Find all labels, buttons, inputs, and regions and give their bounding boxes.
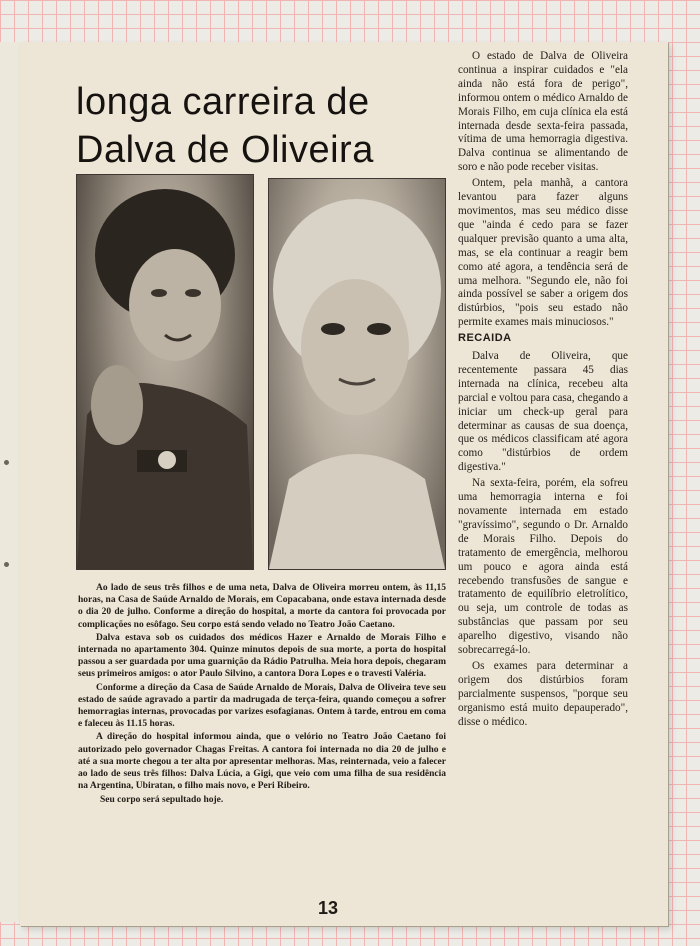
caption-paragraph: A direção do hospital informou ainda, que o velório no Teatro João Caetano foi autorizado pelo governador Chagas Freitas. A cantora foi internada no dia 20 de julho e até a sua morte chegou a ter alta por apresentar melhoras. Mas, reinternada, veio a falecer ao lado de seus três filhos: Dalva Lúcia, a Gigi, que veio com uma filha de sua residência na Argentina, Ubiratan, o filho mais novo, e Peri Ribeiro. [78, 732, 446, 792]
portrait-illustration [77, 175, 253, 569]
body-paragraph: O estado de Dalva de Oliveira continua a inspirar cuidados e "ela ainda não está fora de perigo", informou ontem o médico Arnaldo de Morais Filho, em cuja clínica ela está internada desde sexta-feira passada, vítima de uma hemorragia digestiva. Dalva continua se alimentando de soro e não pode receber visitas. [458, 50, 628, 174]
right-column-article [458, 50, 628, 732]
caption-paragraph: Conforme a direção da Casa de Saúde Arnaldo de Morais, Dalva de Oliveira teve seu estado de saúde agravado a partir da madrugada de terça-feira, quando começou a sofrer hemorragias internas, provocadas por varizes esofagianas. Ontem à tarde, entrou em coma e faleceu às 11.15 horas. [78, 682, 446, 730]
photo-caption-article [78, 582, 446, 808]
headline: longa carreira de Dalva de Oliveira [76, 81, 374, 171]
body-paragraph: Dalva de Oliveira, que recentemente passara 45 dias internada na clínica, recebeu alta parcial e voltou para casa, chegando a iniciar um check-up geral para determinar as causas de sua doença, que os médicos classificam até agora como "distúrbios de ordem digestiva." [458, 350, 628, 474]
caption-paragraph: Ao lado de seus três filhos e de uma neta, Dalva de Oliveira morreu ontem, às 11,15 horas, na Casa de Saúde Arnaldo de Morais, em Copacabana, onde estava internada desde o dia 20 de julho. Conforme a direção do hospital, a morte da cantora foi provocada por complicações no esôfago. Seu corpo está sendo velado no Teatro João Caetano. [78, 583, 446, 630]
clipping-page [20, 42, 668, 926]
body-paragraph: Na sexta-feira, porém, ela sofreu uma hemorragia interna e foi novamente internada em estado "gravíssimo", segundo o Dr. Arnaldo de Morais Filho. Depois do tratamento de emergência, melhorou um pouco e agora ainda está recebendo transfusões de sangue e tratamento de equilíbrio eletrolítico, ou seja, um controle de todas as substâncias que passam por seu aparelho digestivo, visando não sobrecarregá-lo. [458, 477, 628, 657]
photo-dalva-older [268, 178, 446, 570]
left-page-edge [0, 42, 21, 922]
caption-paragraph: Dalva estava sob os cuidados dos médicos Hazer e Arnaldo de Morais Filho e internada no apartamento 304. Quinze minutos depois de sua morte, a porta do hospital passou a ser guardada por uma guarnição da Rádio Patrulha. Meia hora depois, chegaram seus primeiros amigos: o ator Paulo Silvino, a cantora Dora Lopes e o travesti Valéria. [78, 632, 446, 680]
caption-closing-line: Seu corpo será sepultado hoje. [100, 795, 224, 806]
page-number: 13 [318, 898, 339, 918]
staple-hole [4, 562, 9, 567]
staple-hole [4, 460, 9, 465]
subhead-recaida: RECAIDA [458, 332, 512, 345]
portrait-illustration [269, 179, 445, 569]
body-paragraph: Os exames para determinar a origem dos distúrbios foram parcialmente suspensos, "porque seu organismo está muito depauperado", disse o médico. [458, 659, 628, 728]
body-paragraph: Ontem, pela manhã, a cantora levantou para fazer alguns movimentos, mas seu médico disse que "ainda é cedo para se fazer qualquer previsão quanto a uma alta, mas, se ela continuar a reagir bem como até agora, a tendência será de uma melhora. "Segundo ele, não foi ainda possível se saber a origem dos distúrbios, "pois seu estado não permite exames mais minuciosos." [458, 177, 628, 329]
photo-dalva-young [76, 174, 254, 570]
